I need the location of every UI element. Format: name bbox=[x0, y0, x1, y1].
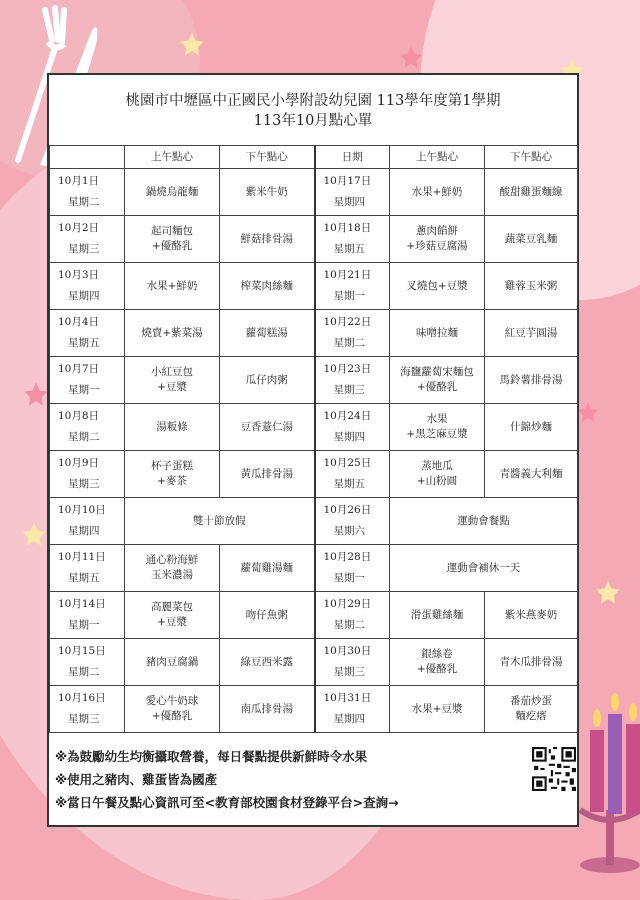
date-cell bbox=[315, 545, 390, 592]
date-cell bbox=[50, 498, 125, 545]
date-cell bbox=[315, 498, 390, 545]
menu-item-line: 通心粉海鮮 bbox=[145, 554, 199, 566]
star-icon bbox=[178, 30, 206, 58]
afternoon-snack-cell bbox=[220, 639, 315, 686]
table-row bbox=[50, 498, 578, 545]
menu-sheet bbox=[47, 73, 579, 827]
afternoon-snack-cell bbox=[485, 357, 578, 404]
menu-item-line: 瓜仔肉粥 bbox=[245, 373, 288, 386]
table-row bbox=[50, 216, 578, 263]
morning-snack-cell bbox=[125, 263, 220, 310]
menu-item-line: 銀絲卷 bbox=[421, 648, 453, 660]
weekday-label: 星期三 bbox=[333, 666, 365, 678]
menu-item-line: 水果 bbox=[426, 413, 448, 425]
weekday-label: 星期二 bbox=[68, 666, 100, 678]
menu-item-line: 鍋燒烏龍麵 bbox=[145, 185, 199, 198]
date-label: 10月23日 bbox=[323, 363, 372, 375]
table-row bbox=[50, 169, 578, 216]
date-cell bbox=[50, 263, 125, 310]
date-label: 10月25日 bbox=[323, 457, 372, 469]
date-cell bbox=[315, 451, 390, 498]
menu-item-line: 紅豆芋圓湯 bbox=[504, 326, 558, 339]
menu-item-line: 榨菜肉絲麵 bbox=[240, 279, 293, 292]
qr-code-icon[interactable] bbox=[532, 747, 576, 791]
weekday-label: 星期四 bbox=[333, 713, 365, 725]
morning-snack-cell bbox=[390, 639, 485, 686]
morning-snack-cell bbox=[125, 545, 220, 592]
menu-item-line: 小紅豆包 bbox=[151, 366, 193, 378]
merged-label: 雙十節放假 bbox=[193, 514, 246, 527]
morning-snack-cell bbox=[390, 357, 485, 404]
date-label: 10月15日 bbox=[58, 645, 106, 657]
snack-menu-table bbox=[49, 145, 578, 733]
note-fruit: ※為鼓勵幼生均衡攝取營養，每日餐點提供新鮮時令水果 bbox=[55, 749, 368, 764]
date-cell bbox=[315, 263, 390, 310]
menu-item-line: 滑蛋雞絲麵 bbox=[410, 608, 464, 621]
title-line-1: 桃園市中壢區中正國民小學附設幼兒園 113學年度第1學期 bbox=[125, 93, 501, 109]
weekday-label: 星期四 bbox=[333, 431, 365, 443]
weekday-label: 星期一 bbox=[68, 619, 100, 631]
morning-snack-cell bbox=[125, 404, 220, 451]
date-cell bbox=[50, 404, 125, 451]
header-morning: 上午點心 bbox=[125, 146, 220, 169]
date-label: 10月10日 bbox=[58, 504, 106, 516]
date-cell bbox=[50, 310, 125, 357]
menu-item-line: 蔬菜豆乳麵 bbox=[504, 232, 558, 245]
afternoon-snack-cell bbox=[485, 686, 578, 733]
table-row bbox=[50, 592, 578, 639]
notes-section bbox=[49, 745, 577, 814]
menu-item-line: 湯粄條 bbox=[156, 420, 188, 433]
morning-snack-cell bbox=[125, 686, 220, 733]
table-row bbox=[50, 404, 578, 451]
date-label: 10月14日 bbox=[58, 598, 106, 610]
morning-snack-cell bbox=[125, 357, 220, 404]
menu-item-line: 吻仔魚粥 bbox=[245, 608, 288, 621]
menu-item-line: +珍菇豆腐湯 bbox=[406, 240, 468, 252]
weekday-label: 星期二 bbox=[68, 431, 100, 443]
weekday-label: 星期三 bbox=[68, 243, 100, 255]
star-icon bbox=[22, 380, 50, 408]
weekday-label: 星期五 bbox=[68, 337, 100, 349]
table-row bbox=[50, 639, 578, 686]
merged-label: 運動會補休一天 bbox=[446, 561, 521, 574]
date-label: 10月8日 bbox=[58, 410, 100, 422]
date-cell bbox=[50, 451, 125, 498]
weekday-label: 星期四 bbox=[333, 196, 365, 208]
weekday-label: 星期五 bbox=[333, 478, 365, 490]
star-icon bbox=[594, 578, 622, 606]
morning-snack-cell bbox=[390, 451, 485, 498]
afternoon-snack-cell bbox=[220, 357, 315, 404]
date-label: 10月16日 bbox=[58, 692, 106, 704]
date-label: 10月9日 bbox=[58, 457, 100, 469]
menu-item-line: +優酪乳 bbox=[416, 381, 458, 393]
header-afternoon: 下午點心 bbox=[220, 146, 315, 169]
morning-snack-cell bbox=[125, 592, 220, 639]
date-cell bbox=[315, 404, 390, 451]
date-label: 10月3日 bbox=[58, 269, 100, 281]
menu-item-line: 玉米濃湯 bbox=[151, 569, 193, 581]
menu-item-line: 蒸地瓜 bbox=[421, 460, 453, 472]
header-blank bbox=[50, 146, 125, 169]
menu-item-line: +優酪乳 bbox=[151, 240, 193, 252]
weekday-label: 星期五 bbox=[333, 243, 365, 255]
merged-cell bbox=[390, 498, 578, 545]
menu-item-line: 紫米牛奶 bbox=[245, 185, 288, 198]
afternoon-snack-cell bbox=[485, 216, 578, 263]
menu-item-line: 麵疙瘩 bbox=[515, 710, 547, 722]
weekday-label: 星期二 bbox=[333, 619, 365, 631]
menu-item-line: 水果+鮮奶 bbox=[411, 185, 463, 198]
afternoon-snack-cell bbox=[220, 263, 315, 310]
afternoon-snack-cell bbox=[485, 263, 578, 310]
morning-snack-cell bbox=[390, 404, 485, 451]
date-cell bbox=[50, 216, 125, 263]
note-platform: ※當日午餐及點心資訊可至<教育部校園食材登錄平台>查詢→ bbox=[55, 795, 399, 810]
afternoon-snack-cell bbox=[485, 404, 578, 451]
weekday-label: 星期一 bbox=[68, 384, 100, 396]
afternoon-snack-cell bbox=[485, 639, 578, 686]
afternoon-snack-cell bbox=[220, 451, 315, 498]
menu-item-line: +山粉圓 bbox=[416, 475, 458, 487]
date-cell bbox=[50, 545, 125, 592]
merged-label: 運動會餐點 bbox=[457, 514, 510, 527]
weekday-label: 星期一 bbox=[333, 572, 365, 584]
menu-item-line: 蔥肉餡餅 bbox=[416, 225, 458, 237]
date-label: 10月31日 bbox=[323, 692, 372, 704]
morning-snack-cell bbox=[390, 310, 485, 357]
date-cell bbox=[50, 169, 125, 216]
weekday-label: 星期五 bbox=[68, 572, 100, 584]
date-cell bbox=[315, 639, 390, 686]
date-cell bbox=[315, 357, 390, 404]
menu-item-line: 蘿蔔雞湯麵 bbox=[240, 561, 293, 574]
table-row bbox=[50, 686, 578, 733]
merged-cell bbox=[390, 545, 578, 592]
header-morning: 上午點心 bbox=[390, 146, 485, 169]
menu-item-line: 青木瓜排骨湯 bbox=[499, 655, 563, 668]
date-label: 10月26日 bbox=[323, 504, 372, 516]
afternoon-snack-cell bbox=[485, 592, 578, 639]
menu-item-line: 海鹽蘿蔔宋麵包 bbox=[400, 366, 474, 378]
menu-item-line: 黃瓜排骨湯 bbox=[240, 467, 293, 480]
date-label: 10月22日 bbox=[323, 316, 372, 328]
afternoon-snack-cell bbox=[485, 169, 578, 216]
table-header-row bbox=[50, 146, 578, 169]
menu-item-line: +豆漿 bbox=[157, 616, 187, 628]
menu-item-line: 南瓜排骨湯 bbox=[240, 702, 293, 715]
date-label: 10月28日 bbox=[323, 551, 372, 563]
date-label: 10月24日 bbox=[323, 410, 372, 422]
weekday-label: 星期三 bbox=[333, 384, 365, 396]
date-cell bbox=[50, 639, 125, 686]
weekday-label: 星期四 bbox=[68, 525, 100, 537]
menu-item-line: 青醬義大利麵 bbox=[499, 467, 563, 480]
menu-item-line: 什錦炒麵 bbox=[510, 420, 552, 433]
date-label: 10月30日 bbox=[323, 645, 372, 657]
weekday-label: 星期四 bbox=[68, 290, 100, 302]
afternoon-snack-cell bbox=[220, 310, 315, 357]
morning-snack-cell bbox=[390, 216, 485, 263]
menu-item-line: +優酪乳 bbox=[151, 710, 193, 722]
date-cell bbox=[50, 686, 125, 733]
weekday-label: 星期六 bbox=[333, 525, 365, 537]
menu-item-line: 豬肉豆腐鍋 bbox=[145, 655, 199, 668]
menu-item-line: 綠豆西米露 bbox=[240, 655, 293, 668]
star-icon bbox=[20, 520, 48, 548]
menu-item-line: 燒賣+紫菜湯 bbox=[141, 326, 203, 339]
afternoon-snack-cell bbox=[220, 216, 315, 263]
morning-snack-cell bbox=[390, 592, 485, 639]
date-label: 10月21日 bbox=[323, 269, 372, 281]
morning-snack-cell bbox=[125, 639, 220, 686]
title-line-2: 113年10月點心單 bbox=[253, 113, 373, 129]
weekday-label: 星期二 bbox=[333, 337, 365, 349]
menu-item-line: 水果+豆漿 bbox=[411, 702, 463, 715]
date-label: 10月7日 bbox=[58, 363, 100, 375]
menu-item-line: 水果+鮮奶 bbox=[146, 279, 198, 292]
date-cell bbox=[315, 686, 390, 733]
menu-item-line: 味噌拉麵 bbox=[416, 326, 458, 339]
menu-item-line: +優酪乳 bbox=[416, 663, 458, 675]
star-icon bbox=[398, 44, 424, 70]
star-icon bbox=[576, 400, 600, 424]
date-cell bbox=[315, 169, 390, 216]
afternoon-snack-cell bbox=[220, 686, 315, 733]
date-cell bbox=[315, 592, 390, 639]
date-label: 10月11日 bbox=[58, 551, 106, 563]
weekday-label: 星期二 bbox=[68, 196, 100, 208]
menu-item-line: 蘿蔔糕湯 bbox=[245, 326, 288, 339]
table-row bbox=[50, 451, 578, 498]
afternoon-snack-cell bbox=[220, 169, 315, 216]
header-afternoon: 下午點心 bbox=[485, 146, 578, 169]
table-row bbox=[50, 545, 578, 592]
date-label: 10月29日 bbox=[323, 598, 372, 610]
date-label: 10月18日 bbox=[323, 222, 372, 234]
menu-item-line: 高麗菜包 bbox=[151, 601, 193, 613]
weekday-label: 星期三 bbox=[68, 478, 100, 490]
date-label: 10月17日 bbox=[323, 175, 372, 187]
afternoon-snack-cell bbox=[485, 451, 578, 498]
header-date: 日期 bbox=[315, 146, 390, 169]
menu-item-line: 起司麵包 bbox=[151, 225, 193, 237]
date-label: 10月4日 bbox=[58, 316, 100, 328]
menu-item-line: 馬鈴薯排骨湯 bbox=[499, 373, 563, 386]
date-cell bbox=[50, 592, 125, 639]
menu-item-line: 紫米燕麥奶 bbox=[504, 608, 558, 621]
date-cell bbox=[315, 310, 390, 357]
menu-item-line: 番茄炒蛋 bbox=[510, 695, 552, 707]
afternoon-snack-cell bbox=[220, 592, 315, 639]
menu-item-line: 愛心牛奶球 bbox=[145, 695, 199, 707]
morning-snack-cell bbox=[125, 169, 220, 216]
menu-item-line: 酸甜雞蛋麵線 bbox=[499, 185, 563, 198]
menu-item-line: 豆香薏仁湯 bbox=[240, 420, 293, 433]
date-cell bbox=[315, 216, 390, 263]
afternoon-snack-cell bbox=[485, 310, 578, 357]
menu-item-line: +麥茶 bbox=[157, 475, 187, 487]
weekday-label: 星期一 bbox=[333, 290, 365, 302]
menu-item-line: 杯子蛋糕 bbox=[151, 460, 193, 472]
morning-snack-cell bbox=[390, 169, 485, 216]
afternoon-snack-cell bbox=[220, 545, 315, 592]
date-cell bbox=[50, 357, 125, 404]
morning-snack-cell bbox=[125, 216, 220, 263]
date-label: 10月2日 bbox=[58, 222, 100, 234]
table-row bbox=[50, 310, 578, 357]
weekday-label: 星期三 bbox=[68, 713, 100, 725]
page-title bbox=[49, 75, 577, 147]
menu-item-line: +豆漿 bbox=[157, 381, 187, 393]
menu-item-line: 叉燒包+豆漿 bbox=[406, 279, 468, 292]
merged-cell bbox=[125, 498, 315, 545]
morning-snack-cell bbox=[390, 263, 485, 310]
morning-snack-cell bbox=[125, 451, 220, 498]
morning-snack-cell bbox=[125, 310, 220, 357]
menu-item-line: 鮮菇排骨湯 bbox=[240, 232, 293, 245]
note-meat-origin: ※使用之豬肉、雞蛋皆為國產 bbox=[55, 772, 218, 787]
afternoon-snack-cell bbox=[220, 404, 315, 451]
table-row bbox=[50, 263, 578, 310]
menu-item-line: 雞蓉玉米粥 bbox=[504, 279, 558, 292]
table-row bbox=[50, 357, 578, 404]
date-label: 10月1日 bbox=[58, 175, 100, 187]
morning-snack-cell bbox=[390, 686, 485, 733]
menu-item-line: +黑芝麻豆漿 bbox=[406, 428, 468, 440]
